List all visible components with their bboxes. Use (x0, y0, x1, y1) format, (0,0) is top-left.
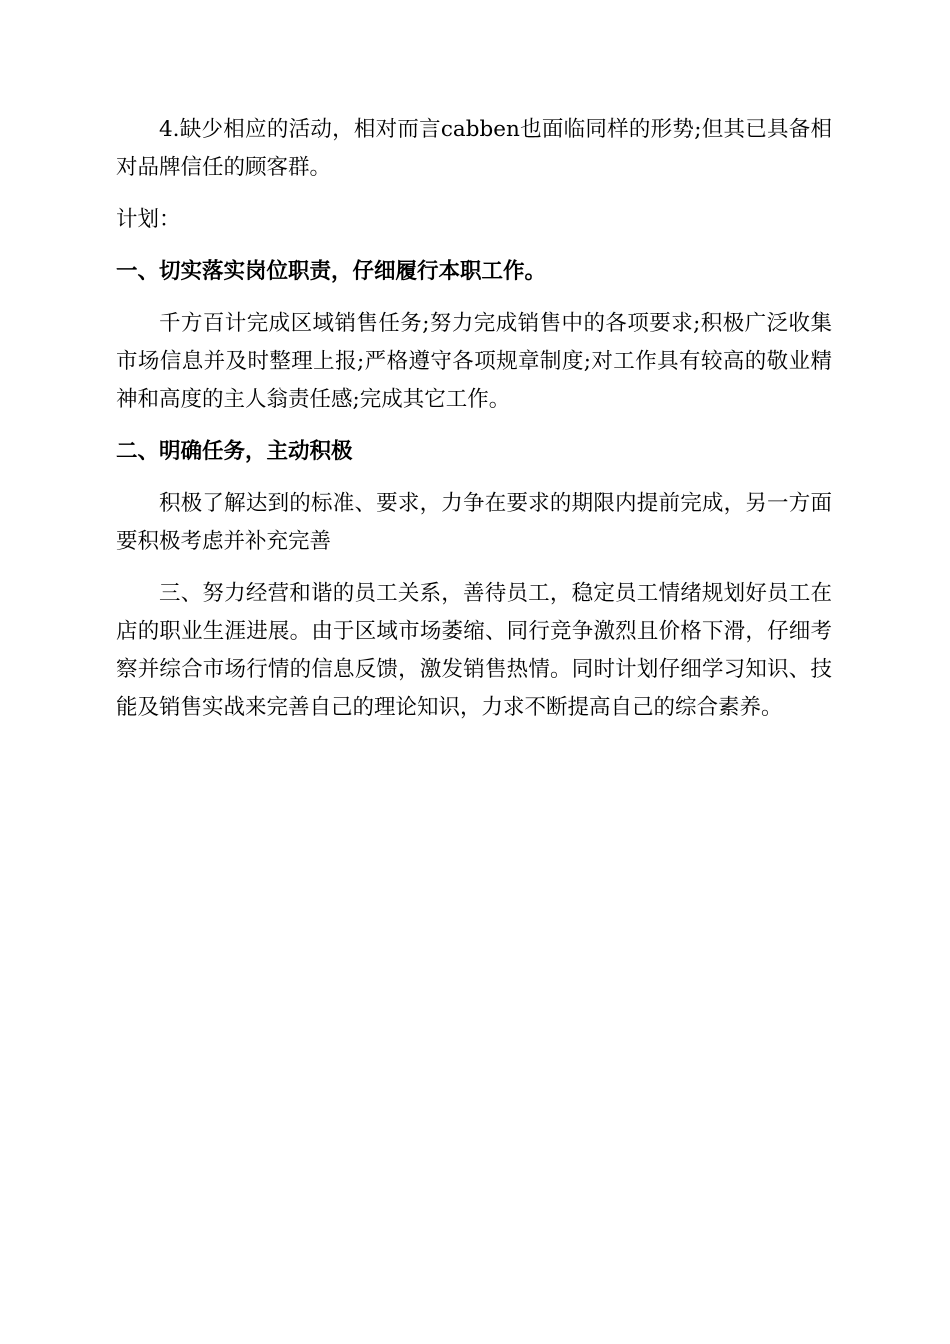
plan-label: 计划： (116, 207, 181, 232)
section-3-body: 三、努力经营和谐的员工关系，善待员工，稳定员工情绪规划好员工在店的职业生涯进展。由于区域市场萎缩、同行竞争激烈且价格下滑，仔细考察并综合市场行情的信息反馈，激发销售热情。同时计划仔细学习知识、技能及销售实战来完善自己的理论知识，力求不断提高自己的综合素养。 (116, 581, 832, 720)
section-2-heading: 二、明确任务，主动积极 (116, 439, 353, 464)
section-2-body: 积极了解达到的标准、要求，力争在要求的期限内提前完成，另一方面要积极考虑并补充完善 (116, 491, 832, 554)
section-1-heading: 一、切实落实岗位职责，仔细履行本职工作。 (116, 259, 547, 284)
paragraph-item-4: 4.缺少相应的活动，相对而言cabben也面临同样的形势;但其已具备相对品牌信任的顾客群。 (116, 117, 832, 180)
document-body (116, 111, 832, 727)
section-1-body: 千方百计完成区域销售任务;努力完成销售中的各项要求;积极广泛收集市场信息并及时整理上报;严格遵守各项规章制度;对工作具有较高的敬业精神和高度的主人翁责任感;完成其它工作。 (116, 311, 832, 412)
